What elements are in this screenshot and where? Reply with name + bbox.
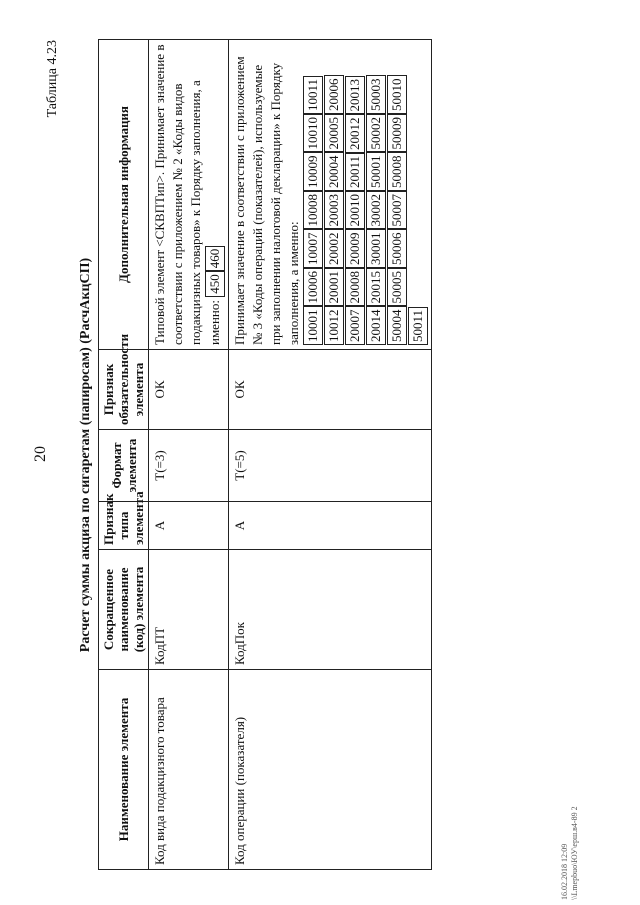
code-value: 20011 bbox=[345, 153, 365, 191]
table-title: Расчет суммы акциза по сигаретам (папиросам) (РасчАкцСП) bbox=[78, 257, 93, 653]
code-value: 50008 bbox=[387, 153, 407, 192]
code-value: 10009 bbox=[303, 153, 323, 192]
code-value: 50005 bbox=[387, 268, 407, 307]
footer-stamp-line: \\Lmepbuo\ЮУ\ерш.в4-89 2 bbox=[570, 806, 579, 900]
code-value: 50006 bbox=[387, 230, 407, 269]
table-header-row bbox=[99, 40, 149, 870]
code-value: 10001 bbox=[303, 307, 323, 346]
header-required: Признак обязательности элемента bbox=[99, 350, 149, 430]
rotated-table-area bbox=[45, 40, 432, 870]
header-type: Признак типа элемента bbox=[99, 502, 149, 550]
info-text: Принимает значение в соответствии с приложением № 3 «Коды операций (показателей), используемые при заполнении налоговой декларации» к Порядку заполнения, а именно: bbox=[232, 56, 301, 345]
code-list bbox=[207, 246, 222, 297]
code-value: 20004 bbox=[324, 153, 344, 192]
code-value: 10012 bbox=[324, 307, 344, 346]
code-value: 20008 bbox=[345, 268, 365, 307]
code-value: 50009 bbox=[387, 114, 407, 153]
code-value: 50007 bbox=[387, 191, 407, 230]
code-value: 450 bbox=[205, 271, 225, 297]
cell-required: ОК bbox=[229, 350, 432, 430]
code-value: 20001 bbox=[324, 268, 344, 307]
code-value: 20006 bbox=[324, 76, 344, 115]
cell-code: КодПок bbox=[229, 550, 432, 670]
elements-table bbox=[98, 39, 432, 870]
code-value: 20012 bbox=[345, 114, 365, 153]
code-value: 20014 bbox=[366, 307, 386, 346]
info-text: Типовой элемент <СКВПТип>. Принимает значение в соответствии с приложением № 2 «Коды видов подакцизных товаров» к Порядку заполнения, а именно: bbox=[152, 44, 222, 345]
cell-type: А bbox=[149, 502, 229, 550]
code-value: 20013 bbox=[345, 76, 365, 115]
code-value: 50002 bbox=[366, 114, 386, 153]
table-number: Таблица 4.23 bbox=[45, 40, 60, 118]
code-value: 50011 bbox=[408, 307, 428, 345]
cell-format: Т(=5) bbox=[229, 430, 432, 502]
cell-info bbox=[229, 40, 432, 350]
cell-name: Код вида подакцизного товара bbox=[149, 670, 229, 870]
cell-format: Т(=3) bbox=[149, 430, 229, 502]
code-value: 10010 bbox=[303, 114, 323, 153]
code-value: 30002 bbox=[366, 191, 386, 230]
header-name: Наименование элемента bbox=[99, 670, 149, 870]
table-row bbox=[149, 40, 229, 870]
code-value: 20005 bbox=[324, 114, 344, 153]
code-value: 50001 bbox=[366, 153, 386, 192]
code-value: 20009 bbox=[345, 230, 365, 269]
code-value: 50010 bbox=[387, 76, 407, 115]
page-number: 20 bbox=[32, 446, 49, 462]
code-value: 10007 bbox=[303, 230, 323, 269]
code-value: 50004 bbox=[387, 307, 407, 346]
header-info: Дополнительная информация bbox=[99, 40, 149, 350]
cell-type: А bbox=[229, 502, 432, 550]
code-value: 10006 bbox=[303, 268, 323, 307]
header-code: Сокращенное наименование (код) элемента bbox=[99, 550, 149, 670]
code-value: 50003 bbox=[366, 76, 386, 115]
table-row bbox=[229, 40, 432, 870]
header-format: Формат элемента bbox=[99, 430, 149, 502]
cell-code: КодПТ bbox=[149, 550, 229, 670]
footer-stamp bbox=[560, 740, 580, 900]
code-list bbox=[305, 76, 425, 346]
code-value: 10008 bbox=[303, 191, 323, 230]
code-value: 20010 bbox=[345, 191, 365, 230]
code-value: 20015 bbox=[366, 268, 386, 307]
code-value: 460 bbox=[205, 246, 225, 272]
code-value: 30001 bbox=[366, 230, 386, 269]
code-value: 10011 bbox=[303, 76, 323, 114]
footer-stamp-line: 16.02.2018 12:09 bbox=[560, 843, 569, 900]
code-value: 20003 bbox=[324, 191, 344, 230]
cell-required: ОК bbox=[149, 350, 229, 430]
code-value: 20002 bbox=[324, 230, 344, 269]
cell-info bbox=[149, 40, 229, 350]
cell-name: Код операции (показателя) bbox=[229, 670, 432, 870]
code-value: 20007 bbox=[345, 307, 365, 346]
